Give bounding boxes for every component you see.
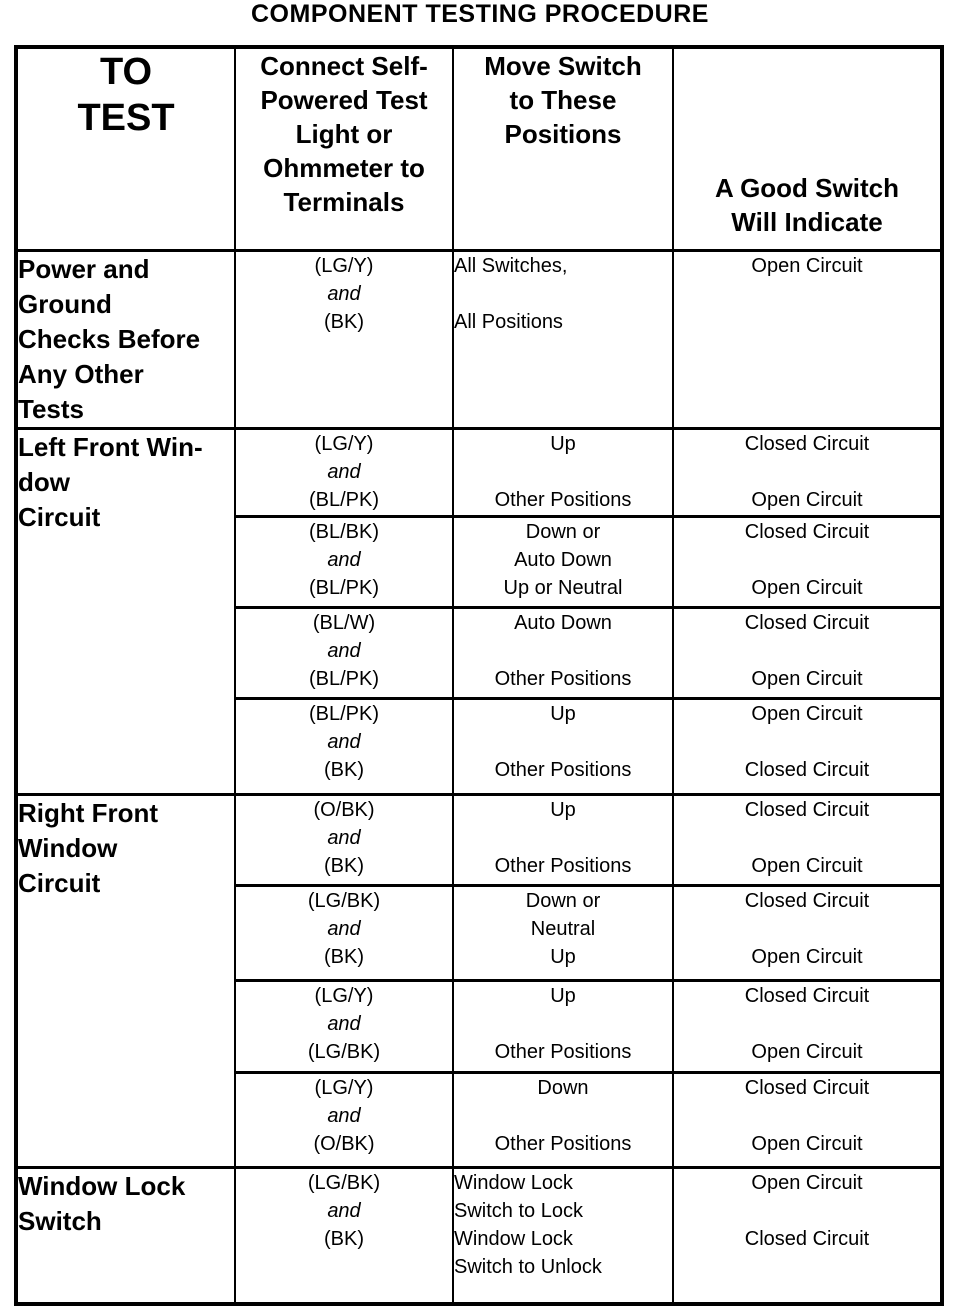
positions-cell <box>453 608 673 699</box>
positions-cell-line <box>454 637 672 665</box>
terminals-cell-line: and <box>327 549 361 571</box>
positions-cell-line: Window Lock <box>454 1228 573 1250</box>
positions-cell-line <box>454 728 672 756</box>
header-connect-line: Terminals <box>283 187 405 217</box>
test-group-label-line: Circuit <box>18 868 101 898</box>
result-cell-line: Open Circuit <box>751 668 863 690</box>
header-indicate-line: A Good Switch <box>715 173 899 203</box>
test-group-label <box>16 795 235 1168</box>
result-cell <box>673 608 942 699</box>
positions-cell-line <box>454 1010 672 1038</box>
header-to-test <box>16 47 235 251</box>
result-cell <box>673 699 942 795</box>
positions-cell <box>453 1073 673 1168</box>
positions-cell-line: Other Positions <box>494 1041 632 1063</box>
terminals-cell-line: (BK) <box>324 311 364 333</box>
result-cell <box>673 1168 942 1304</box>
header-connect-line: Light or <box>295 119 393 149</box>
terminals-cell <box>235 608 453 699</box>
positions-cell-line <box>454 280 672 308</box>
result-cell-line <box>674 637 940 665</box>
positions-cell-line: Up or Neutral <box>503 577 623 599</box>
header-connect-terminals <box>235 47 453 251</box>
header-to-test-line: TEST <box>77 97 175 139</box>
terminals-cell <box>235 251 453 429</box>
header-connect-line: Ohmmeter to <box>263 153 425 183</box>
page-title: COMPONENT TESTING PROCEDURE <box>251 0 709 28</box>
terminals-cell-line: and <box>327 918 361 940</box>
test-group-label <box>16 251 235 429</box>
test-group-label-line: Circuit <box>18 502 101 532</box>
result-cell-line <box>674 1010 940 1038</box>
result-cell-line: Open Circuit <box>751 1041 863 1063</box>
header-move-line: Move Switch <box>484 51 642 81</box>
result-cell-line: Closed Circuit <box>744 890 870 912</box>
table-row <box>16 429 942 517</box>
positions-cell-line: Other Positions <box>494 759 632 781</box>
terminals-cell <box>235 429 453 517</box>
positions-cell-line: Up <box>550 946 576 968</box>
positions-cell-line: Other Positions <box>494 489 632 511</box>
terminals-cell-line: and <box>327 283 361 305</box>
result-cell-line: Closed Circuit <box>744 612 870 634</box>
terminals-cell-line: (BL/PK) <box>308 577 380 599</box>
result-cell <box>673 981 942 1073</box>
positions-cell <box>453 517 673 608</box>
terminals-cell-line: (BK) <box>324 946 364 968</box>
result-cell-line <box>674 546 940 574</box>
result-cell-line: Closed Circuit <box>744 521 870 543</box>
positions-cell <box>453 1168 673 1304</box>
terminals-cell-line: and <box>327 1013 361 1035</box>
positions-cell-line: Down or <box>525 521 601 543</box>
positions-cell-line: Up <box>550 985 576 1007</box>
terminals-cell <box>235 517 453 608</box>
terminals-cell-line: (BL/W) <box>312 612 376 634</box>
positions-cell-line: Down or <box>525 890 601 912</box>
header-connect-line: Connect Self- <box>260 51 428 81</box>
result-cell-line <box>674 280 940 308</box>
result-cell-line <box>674 1197 940 1225</box>
terminals-cell-line: (BK) <box>324 1228 364 1250</box>
positions-cell-line: Window Lock <box>454 1172 573 1194</box>
positions-cell-line: Auto Down <box>514 612 612 634</box>
positions-cell-line: All Switches, <box>454 255 568 277</box>
positions-cell <box>453 981 673 1073</box>
test-group-label-line: Window Lock <box>18 1171 186 1201</box>
header-move-switch <box>453 47 673 251</box>
positions-cell-line: Auto Down <box>514 549 612 571</box>
result-cell-line: Open Circuit <box>751 489 863 511</box>
test-group-label-line: Ground <box>18 289 112 319</box>
header-move-line: Positions <box>504 119 622 149</box>
result-cell-line <box>674 458 940 486</box>
header-good-switch <box>673 47 942 251</box>
terminals-cell-line: (LG/Y) <box>314 985 374 1007</box>
positions-cell-line <box>454 1102 672 1130</box>
terminals-cell-line: (BL/PK) <box>308 668 380 690</box>
result-cell-line: Closed Circuit <box>744 985 870 1007</box>
positions-cell-line: Other Positions <box>494 1133 632 1155</box>
test-group-label-line: Window <box>18 833 118 863</box>
terminals-cell <box>235 981 453 1073</box>
terminals-cell-line: (BL/PK) <box>308 703 380 725</box>
test-group-label-line: Switch <box>18 1206 102 1236</box>
positions-cell <box>453 699 673 795</box>
test-group-label-line: Tests <box>18 394 84 424</box>
test-group-label-line: Any Other <box>18 359 144 389</box>
result-cell-line: Open Circuit <box>751 703 863 725</box>
terminals-cell-line: (LG/Y) <box>314 255 374 277</box>
terminals-cell <box>235 1168 453 1304</box>
positions-cell-line: Other Positions <box>494 855 632 877</box>
result-cell-line: Closed Circuit <box>744 759 870 781</box>
terminals-cell-line: (LG/Y) <box>314 1077 374 1099</box>
test-group-label-line: Checks Before <box>18 324 201 354</box>
result-cell-line: Open Circuit <box>751 855 863 877</box>
terminals-cell-line: (LG/BK) <box>307 1172 381 1194</box>
result-cell-line: Closed Circuit <box>744 799 870 821</box>
result-cell-line: Closed Circuit <box>744 1077 870 1099</box>
result-cell-line <box>674 308 940 336</box>
positions-cell-line <box>454 824 672 852</box>
result-cell-line: Open Circuit <box>751 1133 863 1155</box>
terminals-cell-line: (BL/PK) <box>308 489 380 511</box>
result-cell-line <box>674 824 940 852</box>
result-cell-line: Open Circuit <box>751 1172 863 1194</box>
table-row <box>16 251 942 429</box>
positions-cell <box>453 795 673 886</box>
positions-cell-line <box>454 458 672 486</box>
test-group-label <box>16 429 235 795</box>
header-to-test-line: TO <box>99 51 153 93</box>
terminals-cell-line: (LG/BK) <box>307 1041 381 1063</box>
terminals-cell <box>235 886 453 981</box>
positions-cell-line: Up <box>550 799 576 821</box>
result-cell-line <box>674 915 940 943</box>
result-cell <box>673 517 942 608</box>
result-cell-line <box>674 728 940 756</box>
header-row <box>16 47 942 251</box>
positions-cell-line: Other Positions <box>494 668 632 690</box>
positions-cell <box>453 429 673 517</box>
header-indicate-line: Will Indicate <box>731 207 883 237</box>
terminals-cell-line: and <box>327 731 361 753</box>
terminals-cell-line: (BL/BK) <box>308 521 380 543</box>
positions-cell <box>453 886 673 981</box>
result-cell <box>673 429 942 517</box>
result-cell-line: Open Circuit <box>751 946 863 968</box>
terminals-cell <box>235 699 453 795</box>
result-cell <box>673 795 942 886</box>
positions-cell-line: All Positions <box>454 311 563 333</box>
terminals-cell-line: (BK) <box>324 759 364 781</box>
header-move-line: to These <box>509 85 617 115</box>
test-group-label-line: Power and <box>18 254 150 284</box>
terminals-cell-line: and <box>327 640 361 662</box>
table-row <box>16 1168 942 1304</box>
test-group-label-line: dow <box>18 467 70 497</box>
terminals-cell <box>235 795 453 886</box>
terminals-cell-line: (LG/Y) <box>314 433 374 455</box>
positions-cell-line: Switch to Lock <box>454 1200 583 1222</box>
positions-cell-line: Up <box>550 433 576 455</box>
terminals-cell-line: (O/BK) <box>313 799 375 821</box>
terminals-cell-line: (O/BK) <box>313 1133 375 1155</box>
component-testing-table <box>14 45 944 1306</box>
result-cell <box>673 251 942 429</box>
result-cell-line: Closed Circuit <box>744 1228 870 1250</box>
result-cell-line: Closed Circuit <box>744 433 870 455</box>
result-cell <box>673 886 942 981</box>
test-group-label-line: Right Front <box>18 798 159 828</box>
result-cell-line: Open Circuit <box>751 255 863 277</box>
header-connect-line: Powered Test <box>260 85 428 115</box>
terminals-cell-line: (BK) <box>324 855 364 877</box>
positions-cell-line: Switch to Unlock <box>454 1256 602 1278</box>
test-group-label-line: Left Front Win- <box>18 432 203 462</box>
positions-cell-line: Down <box>537 1077 589 1099</box>
test-group-label <box>16 1168 235 1304</box>
terminals-cell-line: and <box>327 1200 361 1222</box>
positions-cell <box>453 251 673 429</box>
result-cell-line <box>674 1102 940 1130</box>
terminals-cell <box>235 1073 453 1168</box>
terminals-cell-line: and <box>327 461 361 483</box>
result-cell <box>673 1073 942 1168</box>
positions-cell-line: Up <box>550 703 576 725</box>
terminals-cell-line: (LG/BK) <box>307 890 381 912</box>
terminals-cell-line: and <box>327 1105 361 1127</box>
result-cell-line: Open Circuit <box>751 577 863 599</box>
table-row <box>16 795 942 886</box>
positions-cell-line: Neutral <box>530 918 596 940</box>
terminals-cell-line: and <box>327 827 361 849</box>
